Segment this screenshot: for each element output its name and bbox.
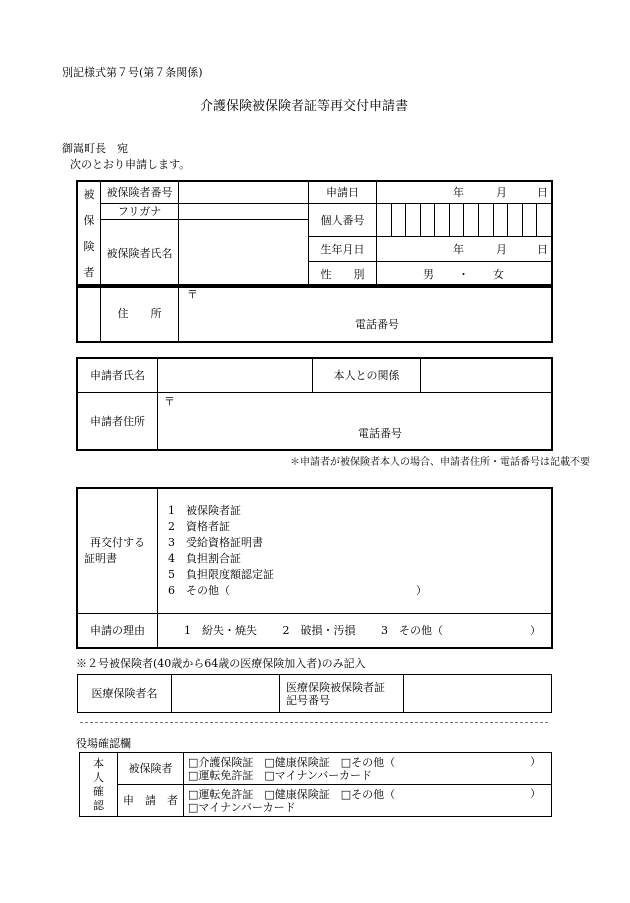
reissue-items[interactable] [158, 489, 552, 614]
cut-line [80, 722, 548, 723]
relation-label: 本人との関係 [313, 359, 421, 393]
reason-label: 申請の理由 [78, 614, 158, 648]
sex-label: 性 別 [309, 262, 377, 287]
intro-text: 次のとおり申請します。 [70, 158, 191, 171]
office-table [79, 752, 552, 817]
reissue-item[interactable]: 1 被保険者証 [168, 504, 241, 517]
insurer-table [77, 674, 552, 713]
addressee: 御嵩町長 宛 [62, 142, 128, 155]
reason-options[interactable] [158, 614, 552, 648]
reissue-item[interactable]: 4 負担割合証 [168, 552, 241, 565]
reissue-label: 再交付する 証明書 [78, 489, 158, 614]
reissue-item-other[interactable]: 6 その他（ ） [168, 584, 427, 597]
office-insured-label: 被保険者 [118, 753, 184, 785]
applicant-table [77, 358, 552, 450]
identity-label: 本 人 確 認 [80, 753, 118, 817]
insured-address-label: 住 所 [101, 286, 179, 342]
insured-name-label: 被保険者氏名 [101, 220, 179, 287]
insurer-note: ※２号被保険者(40歳から64歳の医療保険加入者)のみ記入 [76, 657, 366, 670]
birth-date-field[interactable]: 年 月 日 [377, 237, 552, 262]
office-title: 役場確認欄 [76, 737, 131, 750]
office-applicant-label: 申 請 者 [118, 785, 184, 817]
page-title: 介護保険被保険者証等再交付申請書 [200, 99, 409, 114]
reason-close: ） [530, 624, 541, 637]
reissue-item[interactable]: 2 資格者証 [168, 520, 230, 533]
applicant-note: ＊申請者が被保険者本人の場合、申請者住所・電話番号は記載不要 [290, 457, 590, 468]
apply-date-label: 申請日 [309, 182, 377, 204]
reissue-table [77, 488, 552, 648]
applicant-phone-label: 電話番号 [358, 427, 402, 440]
sex-field[interactable]: 男 ・ 女 [377, 262, 552, 287]
birth-date-label: 生年月日 [309, 237, 377, 262]
reissue-item[interactable]: 5 負担限度額認定証 [168, 568, 274, 581]
relation-field[interactable] [421, 359, 552, 393]
applicant-name-field[interactable] [158, 359, 313, 393]
applicant-name-label: 申請者氏名 [78, 359, 158, 393]
reason-option[interactable]: 3 その他（ [381, 624, 443, 637]
applicant-postal-mark: 〒 [164, 395, 175, 408]
insured-phone-label: 電話番号 [355, 318, 399, 331]
applicant-address-label: 申請者住所 [78, 393, 158, 450]
insured-address-table [77, 285, 552, 342]
insured-card-number-label: 医療保険被保険者証 記号番号 [280, 675, 404, 713]
furigana-field[interactable] [179, 204, 309, 220]
insured-name-field[interactable] [179, 220, 309, 287]
postal-mark: 〒 [187, 288, 198, 301]
insured-card-number-field[interactable] [404, 675, 552, 713]
insured-number-field[interactable] [179, 182, 309, 204]
insured-table [77, 181, 552, 287]
individual-number-label: 個人番号 [309, 204, 377, 237]
form-number: 別記様式第７号(第７条関係) [62, 66, 203, 79]
insurer-name-field[interactable] [172, 675, 280, 713]
individual-number-field[interactable] [377, 204, 552, 237]
insurer-name-label: 医療保険者名 [78, 675, 172, 713]
applicant-address-field[interactable] [158, 393, 552, 450]
insured-number-label: 被保険者番号 [101, 182, 179, 204]
reissue-item[interactable]: 3 受給資格証明書 [168, 536, 263, 549]
reason-option[interactable]: 2 破損・汚損 [282, 624, 356, 637]
reason-option[interactable]: 1 紛失・焼失 [184, 624, 257, 637]
furigana-label: フリガナ [101, 204, 179, 220]
apply-date-field[interactable]: 年 月 日 [377, 182, 552, 204]
office-applicant-checks[interactable]: □運転免許証 □健康保険証 □その他（ □マイナンバーカード ） [184, 785, 552, 817]
insured-group-label: 被 保 険 者 [78, 182, 101, 287]
office-insured-checks[interactable]: □介護保険証 □健康保険証 □その他（ □運転免許証 □マイナンバーカード ） [184, 753, 552, 785]
insured-address-field[interactable] [179, 286, 552, 342]
